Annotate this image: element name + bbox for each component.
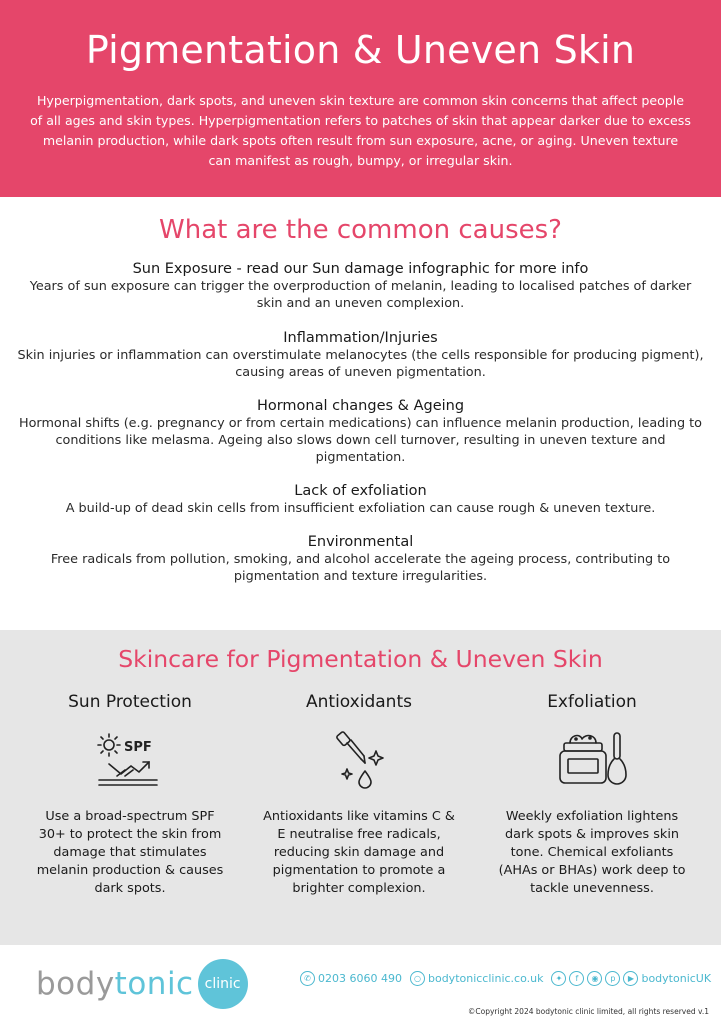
- cause-text: Hormonal shifts (e.g. pregnancy or from certain medications) can influence melanin production, leading to conditions like melasma. Ageing also slows down cell turnover, resulting in uneven texture and pigmentation.: [18, 416, 703, 465]
- column-text: Weekly exfoliation lightens dark spots & improves skin tone. Chemical exfoliants (AHAs or BHAs) work deep to tackle unevenness.: [498, 809, 686, 896]
- header-banner: [0, 0, 721, 197]
- contact-bar: [300, 971, 711, 986]
- cause-title: Inflammation/Injuries: [283, 330, 438, 346]
- causes-heading: What are the common causes?: [159, 215, 562, 245]
- skincare-section: [0, 630, 721, 945]
- cause-text: Skin injuries or inflammation can overstimulate melanocytes (the cells responsible for producing pigment), causing areas of uneven pigmentation.: [17, 348, 704, 380]
- phone-icon: ✆: [300, 971, 315, 986]
- page-title: Pigmentation & Uneven Skin: [85, 28, 636, 72]
- column-title: Sun Protection: [68, 692, 192, 712]
- cause-exfoliation: [16, 483, 706, 517]
- column-sun-protection: [30, 690, 230, 898]
- dropper-sparkle-icon: [259, 728, 459, 792]
- website-link[interactable]: bodytonicclinic.co.uk: [427, 972, 544, 985]
- pinterest-icon[interactable]: p: [605, 971, 620, 986]
- instagram-icon[interactable]: ◉: [587, 971, 602, 986]
- logo-clinic-badge: clinic: [198, 959, 248, 1009]
- cause-text: Years of sun exposure can trigger the overproduction of melanin, leading to localised patches of darker skin and an uneven complexion.: [29, 279, 692, 311]
- bodytonic-logo[interactable]: [36, 959, 248, 1009]
- svg-text:SPF: SPF: [124, 740, 152, 755]
- logo-body-text: body: [36, 966, 115, 1002]
- column-antioxidants: [259, 690, 459, 898]
- cause-sun-exposure: [16, 261, 706, 312]
- cause-inflammation: [16, 330, 706, 381]
- skincare-heading: Skincare for Pigmentation & Uneven Skin: [118, 645, 603, 673]
- facebook-icon[interactable]: f: [569, 971, 584, 986]
- column-title: Antioxidants: [306, 692, 412, 712]
- column-text: Antioxidants like vitamins C & E neutralise free radicals, reducing skin damage and pigmentation to promote a brighter complexion.: [263, 809, 455, 896]
- column-text: Use a broad-spectrum SPF 30+ to protect the skin from damage that stimulates melanin production & causes dark spots.: [36, 809, 224, 896]
- cause-environmental: [16, 534, 706, 585]
- youtube-icon[interactable]: ▶: [623, 971, 638, 986]
- copyright-notice: ©Copyright 2024 bodytonic clinic limited, all rights reserved v.1: [467, 1007, 709, 1016]
- social-handle[interactable]: bodytonicUK: [641, 972, 712, 985]
- cause-title[interactable]: Sun Exposure - read our Sun damage infographic for more info: [132, 261, 589, 277]
- web-icon: ○: [410, 971, 425, 986]
- cause-title: Environmental: [307, 534, 414, 550]
- exfoliant-jar-icon: [492, 728, 692, 792]
- cause-hormonal: [16, 398, 706, 466]
- cause-title: Lack of exfoliation: [294, 483, 427, 499]
- causes-section: [0, 197, 721, 630]
- sun-spf-icon: [30, 728, 230, 792]
- cause-text: Free radicals from pollution, smoking, and alcohol accelerate the ageing process, contributing to pigmentation and texture irregularities.: [50, 552, 671, 584]
- footer: [0, 945, 721, 1024]
- column-title: Exfoliation: [547, 692, 637, 712]
- twitter-icon[interactable]: ✦: [551, 971, 566, 986]
- logo-tonic-text: tonic: [114, 966, 194, 1002]
- phone-number[interactable]: 0203 6060 490: [318, 972, 402, 985]
- cause-text: A build-up of dead skin cells from insufficient exfoliation can cause rough & uneven texture.: [65, 501, 656, 516]
- intro-paragraph: Hyperpigmentation, dark spots, and uneven skin texture are common skin concerns that affect people of all ages and skin types. Hyperpigmentation refers to patches of skin that appear darker due to excess melanin production, while dark spots often result from sun exposure, acne, or aging. Uneven texture can manifest as rough, bumpy, or irregular skin.: [30, 93, 691, 168]
- column-exfoliation: [492, 690, 692, 898]
- cause-title: Hormonal changes & Ageing: [256, 398, 465, 414]
